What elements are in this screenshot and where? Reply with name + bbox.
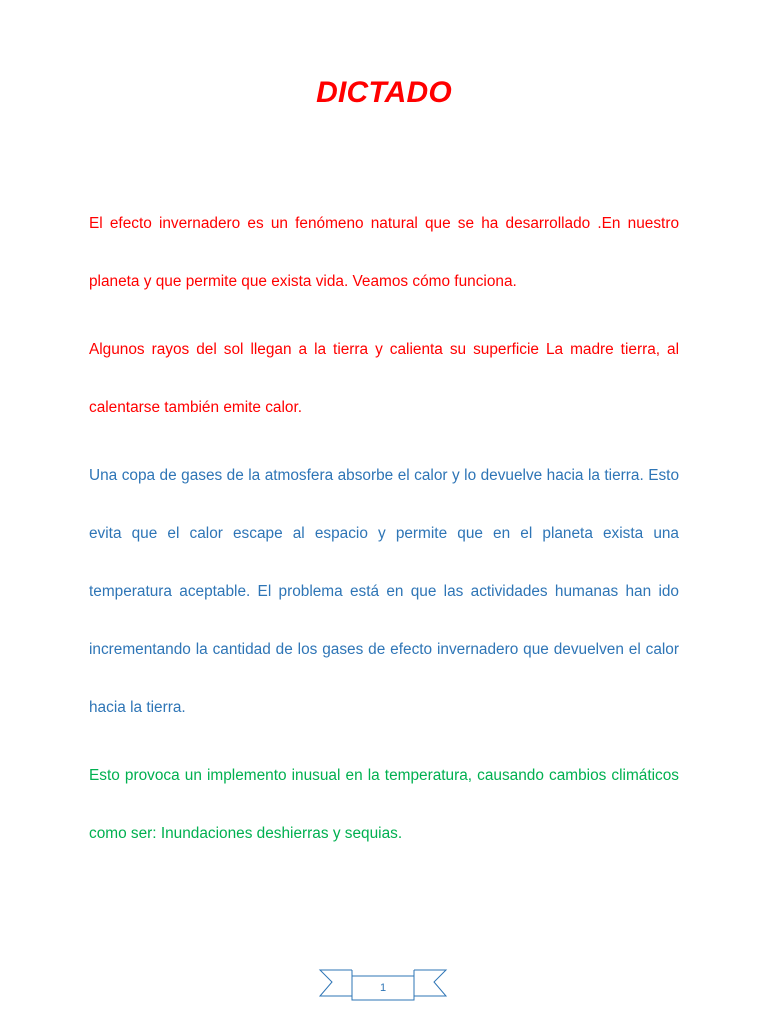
document-title: DICTADO: [316, 76, 452, 109]
document-body: [89, 195, 679, 873]
page-footer: [318, 966, 448, 1004]
page-number: 1: [379, 982, 387, 994]
paragraph-1: El efecto invernadero es un fenómeno natural que se ha desarrollado .En nuestro planeta y que permite que exista vida. Veamos cómo funciona.: [89, 215, 679, 290]
paragraph-4: Esto provoca un implemento inusual en la temperatura, causando cambios climáticos como ser: Inundaciones deshierras y sequias.: [89, 767, 679, 842]
paragraph-2: Algunos rayos del sol llegan a la tierra y calienta su superficie La madre tierra, al calentarse también emite calor.: [89, 341, 679, 416]
paragraph-3: Una copa de gases de la atmosfera absorbe el calor y lo devuelve hacia la tierra. Esto evita que el calor escape al espacio y permite que en el planeta exista una temperatura aceptable. El problema está en que las actividades humanas han ido incrementando la cantidad de los gases de efecto invernadero que devuelven el calor hacia la tierra.: [89, 467, 679, 716]
